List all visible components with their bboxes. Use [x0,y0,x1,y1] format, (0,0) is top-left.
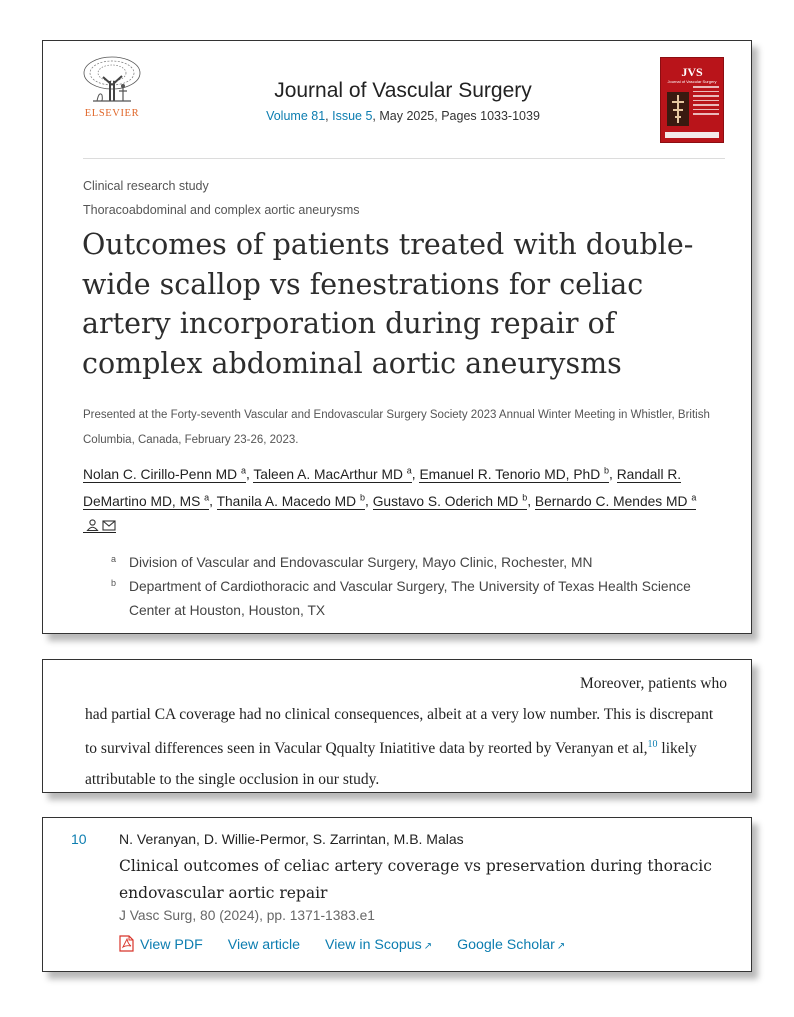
text-excerpt-panel [42,659,752,793]
cover-title: JVS [681,65,703,79]
person-icon[interactable] [86,519,99,531]
view-in-scopus-link[interactable]: View in Scopus ↗ [325,937,433,953]
reference-links [119,935,586,953]
author-link[interactable]: Gustavo S. Oderich MD $^b$ [372,492,528,509]
excerpt-paragraph [85,669,727,795]
author-link[interactable]: Thanila A. Macedo MD $^b$ [216,492,366,509]
author-link[interactable]: Taleen A. MacArthur MD $^a$ [253,465,412,482]
affiliation-text: Department of Cardiothoracic and Vascular Surgery, The University of Texas Health Science Center at Houston, Houston, TX [129,579,691,618]
cover-figure-icon [667,92,689,126]
excerpt-first-line: Moreover, patients who [579,675,727,692]
author-list: Nolan C. Cirillo-Penn MD $^a$, Taleen A. MacArthur MD $^a$, Emanuel R. Tenorio MD, PhD $^b$, Randall R. DeMartino MD, MS $^a$, Thanila A. Macedo MD $^b$, Gustavo S. Oderich MD $^b$, Bernardo C. Mendes MD $^a$ [83,459,723,539]
cover-footer [665,132,719,138]
reference-authors: N. Veranyan, D. Willie-Permor, S. Zarrintan, M.B. Malas [119,831,464,847]
article-section: Thoracoabdominal and complex aortic aneurysms [83,203,360,217]
issue-date-pages: , May 2025, Pages 1033-1039 [372,109,540,123]
separator: , [325,109,333,123]
header-divider [83,158,725,159]
affiliation-label: b [111,578,117,588]
google-scholar-link[interactable]: Google Scholar ↗ [457,937,566,953]
external-link-icon: ↗ [423,941,433,952]
journal-cover-image[interactable] [660,57,724,143]
external-link-icon: ↗ [556,941,566,952]
volume-link[interactable]: Volume 81 [266,109,326,123]
pdf-icon [119,935,134,952]
elsevier-logo[interactable] [79,55,145,119]
citation-link[interactable]: 10 [647,739,658,750]
journal-title[interactable]: Journal of Vascular Surgery [274,79,532,102]
reference-panel [42,817,752,972]
affiliation-text: Division of Vascular and Endovascular Surgery, Mayo Clinic, Rochester, MN [129,555,593,570]
elsevier-wordmark: ELSEVIER [84,108,140,119]
article-type: Clinical research study [83,179,209,193]
author-link[interactable]: Randall R. DeMartino MD, MS $^a$ [83,466,682,509]
excerpt-tail: likely attributable to the single occlusion in our study. [85,740,697,788]
email-icon[interactable] [102,520,116,531]
view-article-link[interactable]: View article [227,937,301,953]
affiliation-a [111,551,731,575]
cover-subtitle: Journal of Vascular Surgery [667,79,717,84]
reference-number[interactable]: 10 [71,831,87,847]
affiliation-label: a [111,554,117,564]
author-link[interactable]: Nolan C. Cirillo-Penn MD $^a$ [83,465,246,482]
author-link[interactable]: Bernardo C. Mendes MD $^a$ [83,494,696,534]
issue-link[interactable]: Issue 5 [332,109,373,123]
journal-issue-info [193,109,613,123]
author-link[interactable]: Emanuel R. Tenorio MD, PhD $^b$ [419,465,610,482]
presented-note: Presented at the Forty-seventh Vascular and Endovascular Surgery Society 2023 Annual Winter Meeting in Whistler, British Columbia, Canada, February 23-26, 2023. [83,409,710,446]
reference-title: Clinical outcomes of celiac artery coverage vs preservation during thoracic endovascular aortic repair [119,857,712,902]
reference-journal: J Vasc Surg, 80 (2024), pp. 1371-1383.e1 [119,908,375,923]
elsevier-tree-icon [79,55,145,107]
cover-text-lines [693,86,719,118]
excerpt-body: had partial CA coverage had no clinical consequences, albeit at a very low number. This is discrepant to survival differences seen in Vacular Qqualty Iniatitive data by reorted by Veranyan et al, [85,705,714,758]
article-title: Outcomes of patients treated with double-wide scallop vs fenestrations for celiac artery incorporation during repair of complex abdominal aortic aneurysms [82,228,694,380]
article-header-panel [42,40,752,634]
affiliation-b [111,575,731,622]
view-pdf-link[interactable]: View PDF [119,935,203,953]
